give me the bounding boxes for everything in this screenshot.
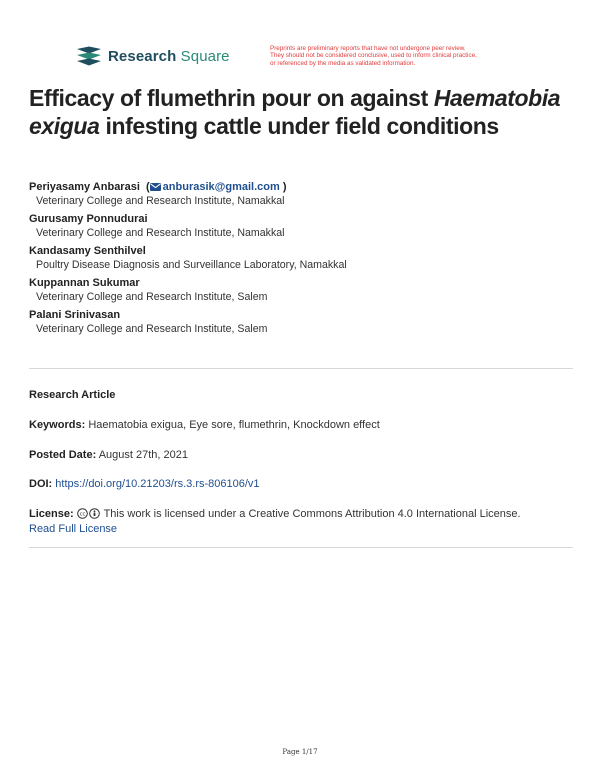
author-affiliation: Veterinary College and Research Institute, Salem [36,291,268,303]
doi-row [29,477,574,492]
author-email-link[interactable]: anburasik@gmail.com [162,181,280,193]
page-number: Page 1/17 [282,748,318,756]
research-square-logo[interactable] [76,46,230,66]
posted-date-row [29,448,574,463]
article-type: Research Article [29,389,116,401]
brand-name-primary: Research [108,47,177,65]
license-label: License: [29,508,74,520]
preprint-notice [270,45,555,67]
paper-title [29,84,574,140]
keywords-value: Haematobia exigua, Eye sore, flumethrin, Knockdown effect [88,419,380,431]
svg-text:cc: cc [79,511,85,518]
license-text: This work is licensed under a Creative Commons Attribution 4.0 International License. [103,508,521,520]
author-name: Gurusamy Ponnudurai [29,213,148,225]
paper-title-species: Haematobia exigua [29,85,561,139]
author-affiliation: Veterinary College and Research Institute, Namakkal [36,227,285,239]
paper-title-part: Efficacy of flumethrin pour on against [29,85,434,111]
section-divider [29,368,573,369]
author-affiliation: Veterinary College and Research Institute, Namakkal [36,195,285,207]
creative-commons-icon [77,508,88,519]
preprint-notice-line: or referenced by the media as validated information. [270,59,416,67]
posted-date-value: August 27th, 2021 [98,449,188,461]
keywords-label: Keywords: [29,419,86,431]
license-row [29,507,574,537]
research-square-logo-icon [76,46,102,66]
keywords-row [29,418,574,433]
section-divider [29,547,573,548]
doi-link[interactable]: https://doi.org/10.21203/rs.3.rs-806106/v1 [55,478,260,490]
read-full-license-link[interactable]: Read Full License [29,523,118,535]
author-name: Kuppannan Sukumar [29,277,140,289]
paper-title-part: infesting cattle under field conditions [99,113,499,139]
author-affiliation: Veterinary College and Research Institute, Salem [36,323,268,335]
author-name: Palani Srinivasan [29,309,121,321]
posted-date-label: Posted Date: [29,449,97,461]
author-affiliation: Poultry Disease Diagnosis and Surveillance Laboratory, Namakkal [36,259,347,271]
author-name: Kandasamy Senthilvel [29,245,146,257]
author-name: Periyasamy Anbarasi ( anburasik@gmail.com ) [29,181,287,193]
preprint-notice-line: Preprints are preliminary reports that have not undergone peer review. [270,45,466,52]
doi-label: DOI: [29,478,53,490]
brand-name-accent: Square [180,47,230,65]
preprint-notice-line: They should not be considered conclusive, used to inform clinical practice, [270,52,477,60]
envelope-icon [150,183,161,191]
attribution-icon [89,508,100,519]
brand-name [108,48,230,65]
author-list [29,180,574,336]
